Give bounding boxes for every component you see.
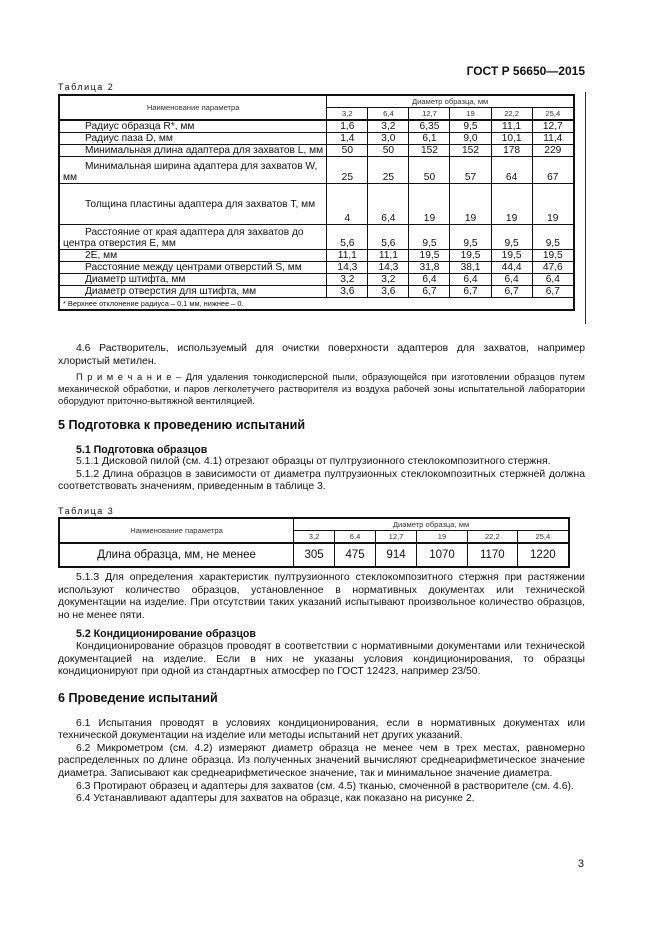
table-row bbox=[59, 120, 574, 133]
section-5-title: 5 Подготовка к проведению испытаний bbox=[58, 418, 306, 432]
table-cell-value: 6,4 bbox=[368, 184, 409, 225]
column-header-diameter-value: 25,4 bbox=[517, 531, 569, 544]
column-header-diameter-value: 12,7 bbox=[409, 108, 450, 121]
table-cell-value: 1,4 bbox=[327, 133, 368, 145]
table-cell-value: 25 bbox=[327, 157, 368, 184]
table-cell-value: 12,7 bbox=[532, 120, 574, 133]
table-cell-value: 6,1 bbox=[409, 133, 450, 145]
table-cell-value: 57 bbox=[450, 157, 491, 184]
table-row bbox=[59, 250, 574, 262]
section-6-title: 6 Проведение испытаний bbox=[58, 691, 218, 705]
table-cell-value: 19 bbox=[450, 184, 491, 225]
table-header-row bbox=[59, 95, 574, 108]
document-header: ГОСТ Р 56650—2015 bbox=[466, 64, 585, 78]
table-cell-value: 6,4 bbox=[532, 274, 574, 286]
table-cell-value: 9,5 bbox=[450, 120, 491, 133]
row-label: Длина образца, мм, не менее bbox=[59, 543, 294, 567]
table-cell-value: 475 bbox=[335, 543, 376, 567]
table-cell-value: 6,7 bbox=[450, 286, 491, 298]
table-cell-value: 1170 bbox=[468, 543, 518, 567]
paragraph-5-1-1: 5.1.1 Дисковой пилой (см. 4.1) отрезают образцы от пултрузионного стеклокомпозитного стержня. bbox=[76, 456, 551, 468]
table-cell-value: 152 bbox=[450, 145, 491, 157]
table-3 bbox=[58, 517, 570, 568]
table-cell-value: 19 bbox=[409, 184, 450, 225]
table-cell-value: 31,8 bbox=[409, 262, 450, 274]
table-cell-value: 3,2 bbox=[368, 274, 409, 286]
table-cell-value: 19,5 bbox=[491, 250, 532, 262]
table-cell-value: 38,1 bbox=[450, 262, 491, 274]
table-row bbox=[59, 274, 574, 286]
row-label: 2E, мм bbox=[59, 250, 327, 262]
table-cell-value: 9,5 bbox=[409, 225, 450, 250]
table-cell-value: 6,4 bbox=[450, 274, 491, 286]
column-header-diameter-value: 22,2 bbox=[491, 108, 532, 121]
paragraph-5-1-3: 5.1.3 Для определения характеристик пултрузионного стеклокомпозитного стержня при растяжении используют количество образцов, установленное в нормативных документах или технической документации на изделие. При отсутствии таких указаний испытывают произвольное количество образцов, но не менее пяти. bbox=[58, 572, 585, 621]
row-label: Диаметр штифта, мм bbox=[59, 274, 327, 286]
table-footnote: * Верхнее отклонение радиуса – 0,1 мм, нижнее – 0. bbox=[59, 298, 574, 311]
table-cell-value: 229 bbox=[532, 145, 574, 157]
table-cell-value: 9,5 bbox=[532, 225, 574, 250]
paragraph-6-3: 6.3 Протирают образец и адаптеры для захватов (см. 4.5) тканью, смоченной в растворителе (см. 4.6). bbox=[76, 780, 574, 792]
table2-caption: Таблица 2 bbox=[58, 82, 115, 92]
table-cell-value: 19,5 bbox=[450, 250, 491, 262]
table-cell-value: 3,2 bbox=[368, 120, 409, 133]
column-header-diameter-value: 3,2 bbox=[327, 108, 368, 121]
margin-line bbox=[585, 92, 586, 324]
table-cell-value: 9,5 bbox=[491, 225, 532, 250]
table-cell-value: 1220 bbox=[517, 543, 569, 567]
table-cell-value: 4 bbox=[327, 184, 368, 225]
table-cell-value: 6,35 bbox=[409, 120, 450, 133]
row-label: Толщина пластины адаптера для захватов T, мм bbox=[59, 184, 327, 225]
table-cell-value: 25 bbox=[368, 157, 409, 184]
paragraph-5-1-2: 5.1.2 Длина образцов в зависимости от диаметра пултрузионных стеклокомпозитных стержней должна соответствовать значениям, приведенным в таблице 3. bbox=[58, 468, 585, 493]
table-footnote-row bbox=[59, 298, 574, 311]
section-6 bbox=[58, 692, 585, 806]
paragraph-5-2: Кондиционирование образцов проводят в соответствии с нормативными документами или технической документацией на изделие. Если в них не указаны условия кондиционирования, то образцы кондиционируют при одной из стандартных атмосфер по ГОСТ 12423, например 23/50. bbox=[58, 640, 585, 678]
table-row bbox=[59, 145, 574, 157]
table-cell-value: 152 bbox=[409, 145, 450, 157]
table-cell-value: 1,6 bbox=[327, 120, 368, 133]
column-header-diameter-value: 19 bbox=[450, 108, 491, 121]
column-header-diameter-value: 22,2 bbox=[468, 531, 518, 544]
table-cell-value: 5,6 bbox=[368, 225, 409, 250]
table-cell-value: 3,6 bbox=[368, 286, 409, 298]
table-cell-value: 11,4 bbox=[532, 133, 574, 145]
row-label: Радиус образца R*, мм bbox=[59, 120, 327, 133]
table-row bbox=[59, 133, 574, 145]
paragraph-6-2: 6.2 Микрометром (см. 4.2) измеряют диаметр образца не менее чем в трех местах, равномерно распределенных по длине образца. Из полученных значений вычисляют среднеарифметическое значение диаметра. Записывают как среднеарифметическое значение, так и минимальное значение диаметра. bbox=[58, 742, 585, 779]
page-number: 3 bbox=[577, 858, 584, 870]
table-cell-value: 67 bbox=[532, 157, 574, 184]
note: П р и м е ч а н и е – Для удаления тонкодисперсной пыли, образующейся при изготовлении образцов путем механической обработки, и паров легколетучего растворителя из воздуха рабочей зоны испытательной лаборатории оборудуют приточно-вытяжной вентиляцией. bbox=[58, 371, 585, 406]
table-cell-value: 14,3 bbox=[327, 262, 368, 274]
section-5-cont bbox=[58, 572, 585, 679]
table-row bbox=[59, 184, 574, 225]
column-header-diameter-value: 25,4 bbox=[532, 108, 574, 121]
table-row bbox=[59, 225, 574, 250]
table-cell-value: 1070 bbox=[417, 543, 468, 567]
table-cell-value: 50 bbox=[368, 145, 409, 157]
row-label: Расстояние между центрами отверстий S, мм bbox=[59, 262, 327, 274]
table-cell-value: 19,5 bbox=[532, 250, 574, 262]
table-header-row bbox=[59, 518, 569, 531]
table-2 bbox=[58, 94, 575, 311]
table-cell-value: 19 bbox=[532, 184, 574, 225]
table-cell-value: 914 bbox=[376, 543, 417, 567]
table-row bbox=[59, 286, 574, 298]
table-row bbox=[59, 157, 574, 184]
table-cell-value: 11,1 bbox=[368, 250, 409, 262]
paragraph-4-6: 4.6 Растворитель, используемый для очистки поверхности адаптеров для захватов, например хлористый метилен. bbox=[58, 343, 585, 367]
table-cell-value: 3,0 bbox=[368, 133, 409, 145]
paragraph-6-1: 6.1 Испытания проводят в условиях кондиционирования, если в нормативных документах или технической документации на изделие или методы испытаний нет других указаний. bbox=[58, 717, 585, 742]
table-cell-value: 44,4 bbox=[491, 262, 532, 274]
subsection-5-2-title: 5.2 Кондиционирование образцов bbox=[76, 628, 256, 641]
table-cell-value: 6,7 bbox=[491, 286, 532, 298]
column-header-diameter-value: 12,7 bbox=[376, 531, 417, 544]
row-label: Расстояние от края адаптера для захватов до центра отверстия E, мм bbox=[59, 225, 327, 250]
table-cell-value: 9,5 bbox=[450, 225, 491, 250]
table-cell-value: 5,6 bbox=[327, 225, 368, 250]
table-cell-value: 14,3 bbox=[368, 262, 409, 274]
table-cell-value: 6,7 bbox=[409, 286, 450, 298]
section-5 bbox=[58, 419, 585, 494]
paragraph-6-4: 6.4 Устанавливают адаптеры для захватов на образце, как показано на рисунке 2. bbox=[76, 793, 475, 805]
table-cell-value: 3,2 bbox=[327, 274, 368, 286]
column-header-diameter: Диаметр образца, мм bbox=[327, 95, 574, 108]
table-cell-value: 10,1 bbox=[491, 133, 532, 145]
table-row bbox=[59, 262, 574, 274]
column-header-diameter-value: 6,4 bbox=[335, 531, 376, 544]
table-cell-value: 178 bbox=[491, 145, 532, 157]
column-header-diameter-value: 19 bbox=[417, 531, 468, 544]
column-header-diameter: Диаметр образца, мм bbox=[294, 518, 569, 531]
column-header-parameter: Наименование параметра bbox=[59, 518, 294, 543]
table-cell-value: 9,0 bbox=[450, 133, 491, 145]
table-cell-value: 64 bbox=[491, 157, 532, 184]
table-cell-value: 11,1 bbox=[491, 120, 532, 133]
row-label: Минимальная ширина адаптера для захватов W, мм bbox=[59, 157, 327, 184]
table-cell-value: 50 bbox=[327, 145, 368, 157]
table-cell-value: 6,7 bbox=[532, 286, 574, 298]
row-label: Минимальная длина адаптера для захватов L, мм bbox=[59, 145, 327, 157]
column-header-diameter-value: 3,2 bbox=[294, 531, 335, 544]
table-cell-value: 19 bbox=[491, 184, 532, 225]
column-header-diameter-value: 6,4 bbox=[368, 108, 409, 121]
table-cell-value: 3,6 bbox=[327, 286, 368, 298]
row-label: Радиус паза D, мм bbox=[59, 133, 327, 145]
table-cell-value: 6,4 bbox=[491, 274, 532, 286]
table-row bbox=[59, 543, 569, 567]
table-cell-value: 305 bbox=[294, 543, 335, 567]
table-cell-value: 47,6 bbox=[532, 262, 574, 274]
table-cell-value: 19,5 bbox=[409, 250, 450, 262]
table-cell-value: 11,1 bbox=[327, 250, 368, 262]
column-header-parameter: Наименование параметра bbox=[59, 95, 327, 120]
table3-caption: Таблица 3 bbox=[58, 506, 115, 516]
table-cell-value: 6,4 bbox=[409, 274, 450, 286]
table-cell-value: 50 bbox=[409, 157, 450, 184]
subsection-5-1-title: 5.1 Подготовка образцов bbox=[76, 443, 208, 456]
row-label: Диаметр отверстия для штифта, мм bbox=[59, 286, 327, 298]
